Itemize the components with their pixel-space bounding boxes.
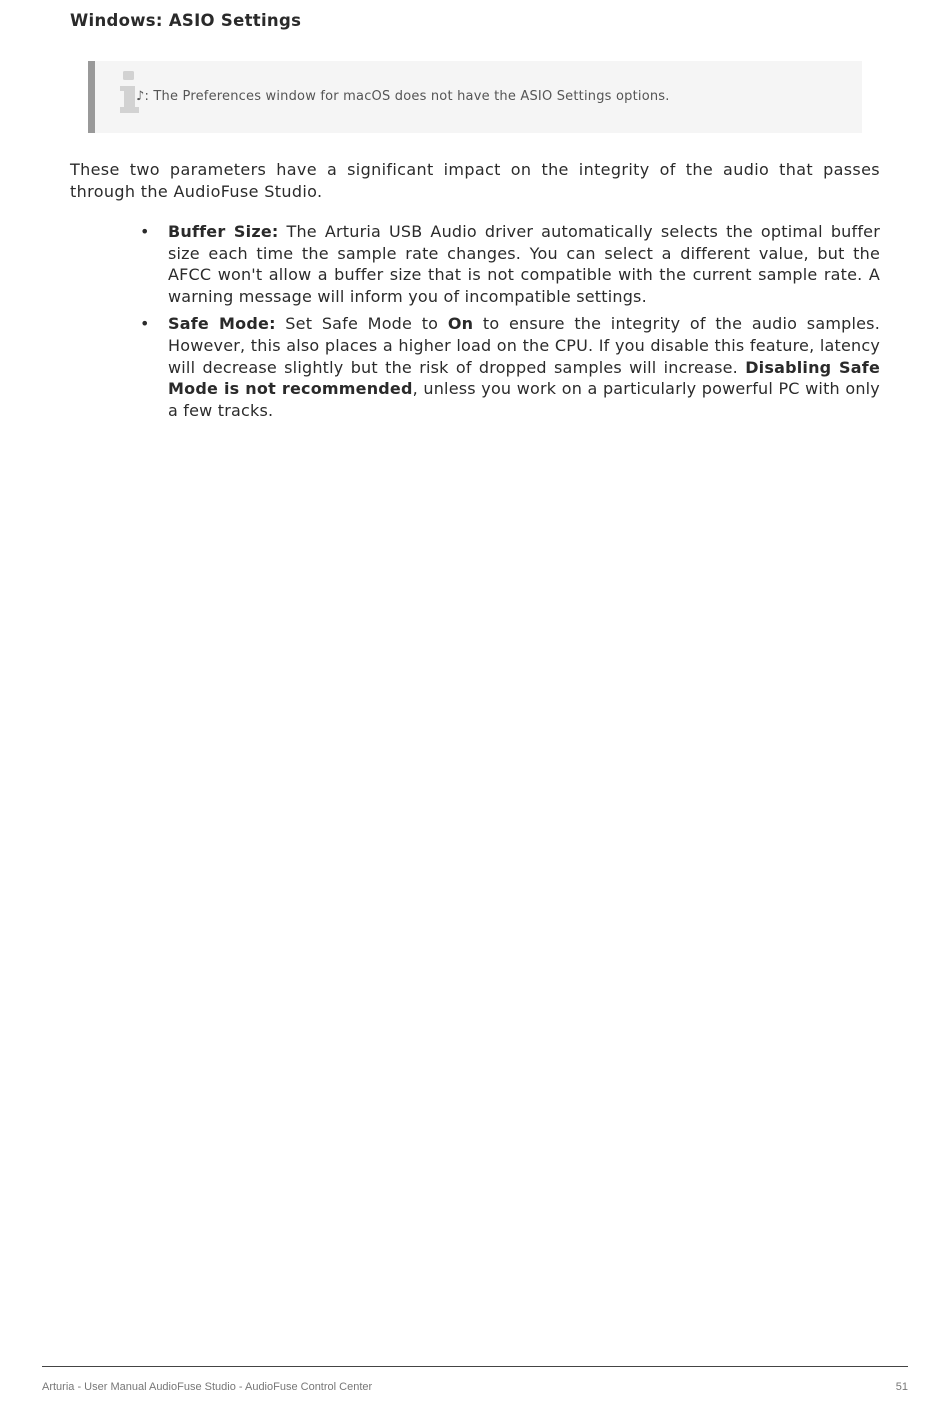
parameter-list [140,221,880,427]
footer-text: Arturia - User Manual AudioFuse Studio - AudioFuse Control Center [42,1381,373,1393]
safe-mode-on-value: On [447,314,474,334]
safe-mode-text-1: Set Safe Mode to [275,314,448,334]
note-text: ♪: The Preferences window for macOS does not have the ASIO Settings options. [136,89,670,104]
section-heading: Windows: ASIO Settings [70,11,302,30]
note-box [88,61,862,133]
page-number: 51 [895,1381,908,1393]
intro-paragraph: These two parameters have a significant impact on the integrity of the audio that passes through the AudioFuse Studio. [70,160,880,201]
buffer-size-description: The Arturia USB Audio driver automatically selects the optimal buffer size each time the sample rate changes. You can select a different value, but the AFCC won't allow a buffer size that is not compatible with the current sample rate. A warning message will inform you of incompatible settings. [168,222,880,306]
safe-mode-text-2: to ensure the integrity of the audio samples. However, this also places a higher load on the CPU. If you disable this feature, latency will decrease slightly but the risk of dropped samples will increase. [168,314,880,377]
safe-mode-warning: Disabling Safe Mode is not recommended [168,357,880,399]
safe-mode-label: Safe Mode: [168,314,276,334]
bullet-icon: • [140,222,150,241]
bullet-icon: • [140,314,150,334]
buffer-size-label: Buffer Size: [168,222,279,241]
list-item-safe-mode [140,313,880,421]
safe-mode-text-3: , unless you work on a particularly powerful PC with only a few tracks. [168,379,880,420]
footer-divider [42,1366,908,1367]
list-item-buffer-size [140,221,880,307]
